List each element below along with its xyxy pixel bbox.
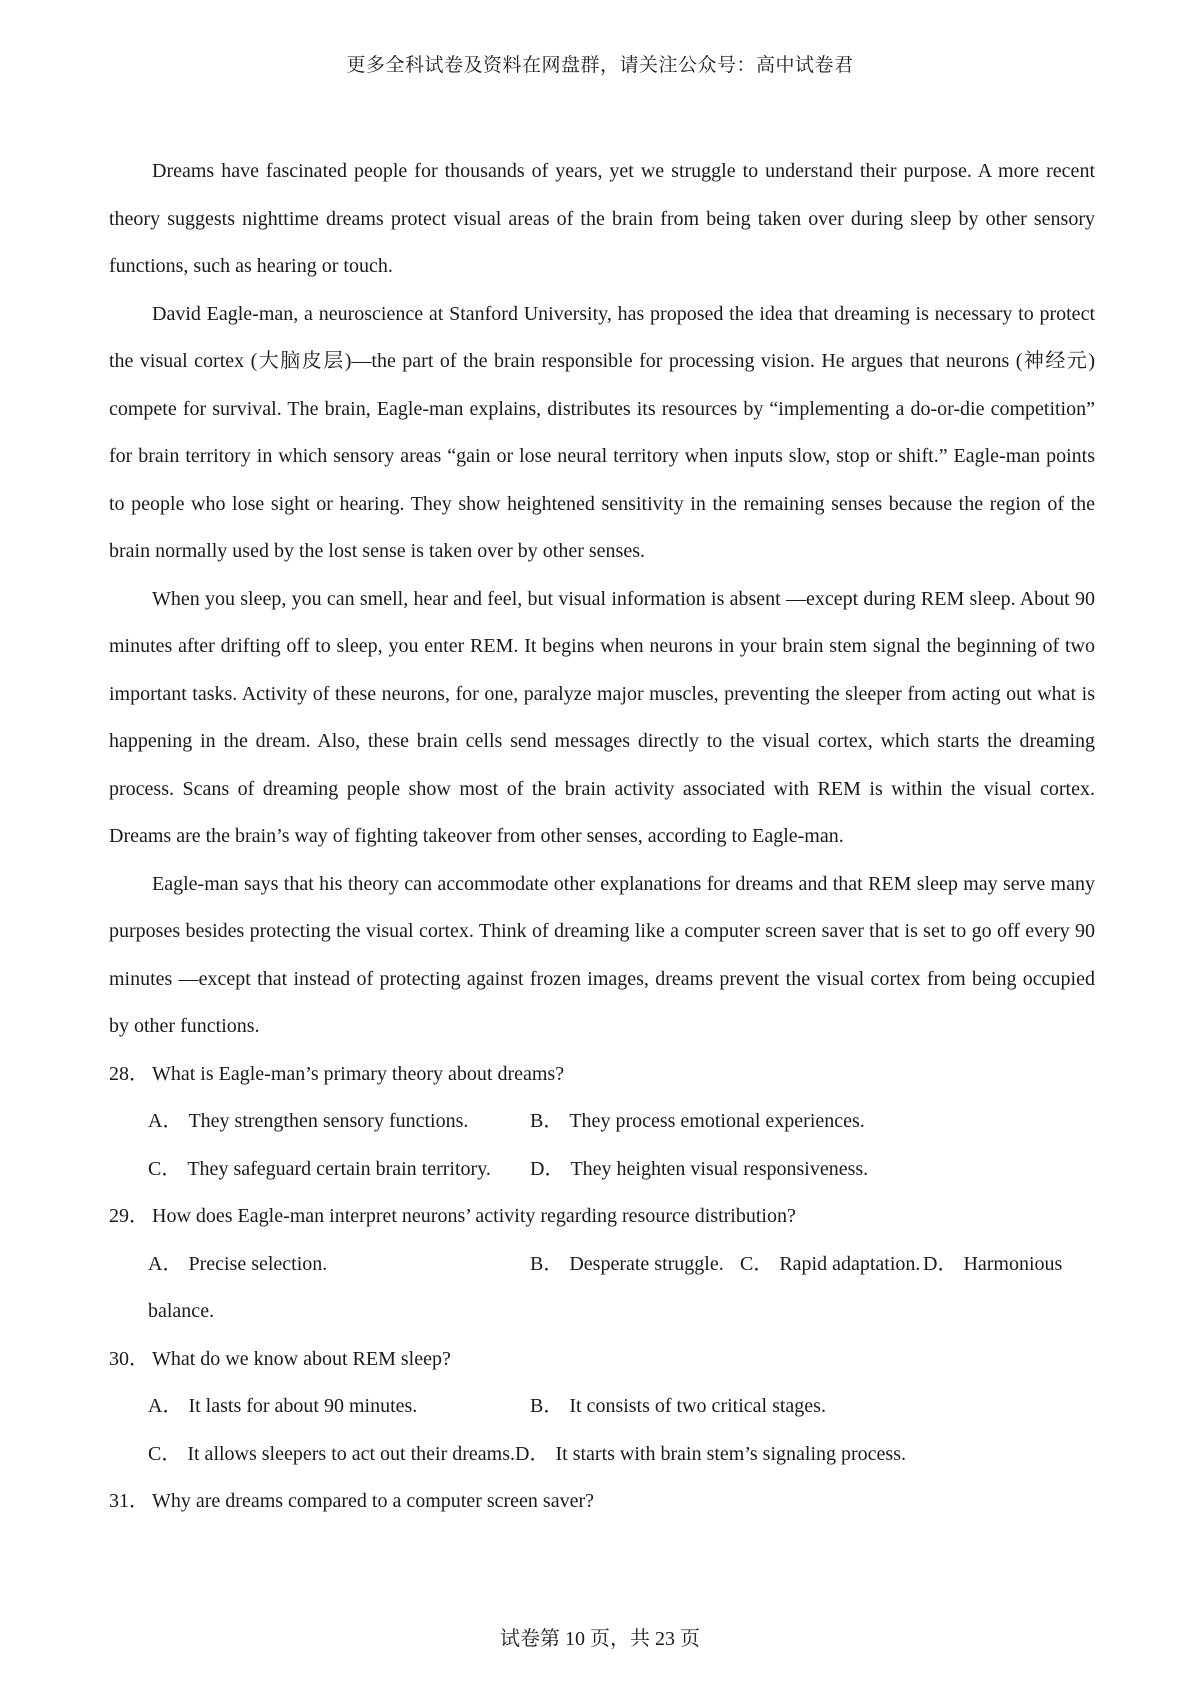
question-number: 30． [109, 1347, 149, 1370]
options-row [148, 1241, 1095, 1336]
question-stem [109, 1193, 1095, 1241]
page-header: 更多全科试卷及资料在网盘群，请关注公众号：高中试卷君 [346, 55, 854, 76]
reading-passage [109, 148, 1095, 1051]
options-row [148, 1146, 1095, 1194]
exam-content [109, 148, 1095, 1526]
question-31 [109, 1478, 1095, 1526]
question-number: 29． [109, 1205, 149, 1227]
option-b: B． Desperate struggle. [530, 1252, 724, 1275]
question-text: How does Eagle-man interpret neurons’ activity regarding resource distribution? [152, 1205, 796, 1227]
passage-paragraph-2: David Eagle-man, a neuroscience at Stanford University, has proposed the idea that dreaming is necessary to protect the visual cortex (大脑皮层)—the part of the brain responsible for processing vision. He argues that neurons (神经元) compete for survival. The brain, Eagle-man explains, distributes its resources by “implementing a do-or-die competition” for brain territory in which sensory areas “gain or lose neural territory when inputs slow, stop or shift.” Eagle-man points to people who lose sight or hearing. They show heightened sensitivity in the remaining senses because the region of the brain normally used by the lost sense is taken over by other senses. [109, 302, 1095, 562]
question-29 [109, 1193, 1095, 1336]
question-text: What is Eagle-man’s primary theory about dreams? [152, 1062, 565, 1085]
question-stem [109, 1336, 1095, 1384]
question-stem [109, 1478, 1095, 1526]
option-d: D． They heighten visual responsiveness. [530, 1157, 869, 1180]
option-c: C． It allows sleepers to act out their dreams. [148, 1442, 516, 1465]
page-footer: 试卷第 10 页，共 23 页 [500, 1628, 700, 1650]
question-28 [109, 1051, 1095, 1194]
question-text: What do we know about REM sleep? [152, 1347, 451, 1370]
option-b: B． It consists of two critical stages. [530, 1395, 826, 1417]
passage-paragraph-4: Eagle-man says that his theory can accommodate other explanations for dreams and that REM sleep may serve many purposes besides protecting the visual cortex. Think of dreaming like a computer screen saver that is set to go off every 90 minutes —except that instead of protecting against frozen images, dreams prevent the visual cortex from being occupied by other functions. [109, 872, 1095, 1037]
options-row [148, 1383, 1095, 1431]
option-c: C． They safeguard certain brain territory. [148, 1157, 491, 1180]
passage-paragraph-3: When you sleep, you can smell, hear and feel, but visual information is absent —except during REM sleep. About 90 minutes after drifting off to sleep, you enter REM. It begins when neurons in your brain stem signal the beginning of two important tasks. Activity of these neurons, for one, paralyze major muscles, preventing the sleeper from acting out what is happening in the dream. Also, these brain cells send messages directly to the visual cortex, which starts the dreaming process. Scans of dreaming people show most of the brain activity associated with REM is within the visual cortex. Dreams are the brain’s way of fighting takeover from other senses, according to Eagle-man. [109, 587, 1095, 847]
passage-paragraph-1: Dreams have fascinated people for thousands of years, yet we struggle to understand their purpose. A more recent theory suggests nighttime dreams protect visual areas of the brain from being taken over during sleep by other sensory functions, such as hearing or touch. [109, 160, 1095, 277]
question-text: Why are dreams compared to a computer screen saver? [152, 1490, 595, 1512]
options-row [148, 1431, 1095, 1479]
option-a: A． Precise selection. [148, 1252, 328, 1275]
question-30 [109, 1336, 1095, 1479]
question-stem [109, 1051, 1095, 1099]
option-d: D． It starts with brain stem’s signaling process. [515, 1442, 906, 1465]
option-a: A． It lasts for about 90 minutes. [148, 1395, 418, 1417]
options-row [148, 1098, 1095, 1146]
question-number: 28． [109, 1062, 149, 1085]
option-c: C． Rapid adaptation. [740, 1252, 921, 1275]
option-b: B． They process emotional experiences. [530, 1110, 865, 1132]
option-a: A． They strengthen sensory functions. [148, 1110, 469, 1132]
option-d: D． Harmonious balance. [148, 1252, 1063, 1322]
question-number: 31． [109, 1490, 149, 1512]
